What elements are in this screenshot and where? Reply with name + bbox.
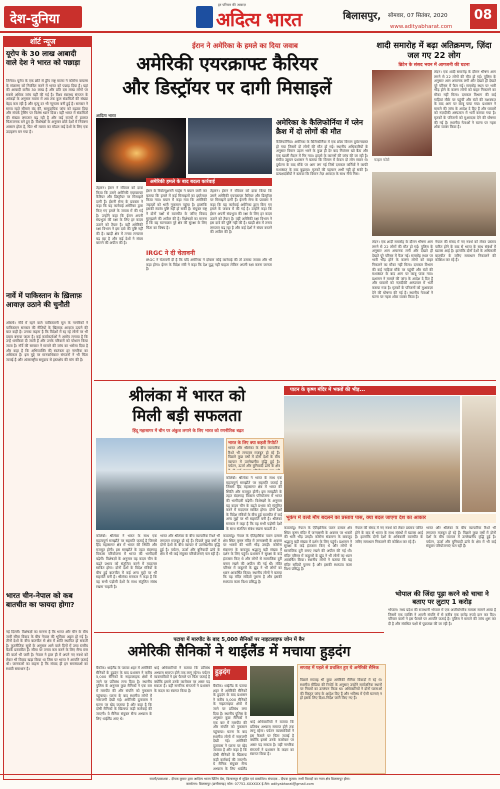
- iran-byline: आदित्य भारत: [96, 113, 116, 118]
- masthead-city: बिलासपुर,: [343, 11, 381, 22]
- lanka-headline-2: मिली बड़ी सफलता: [132, 406, 242, 425]
- wedding-body-left: लंदन। एक शादी समारोह के दौरान भीषण आग लगने से 22 लोगों की मौत हो गई। पुलिस के अनुसार आग अचानक लगी और देखते ही देखते पूरे परिसर में फैल गई। समारोह स्थल पर भारी भीड़ होने के कारण लोगों को बाहर निकलने का मौका नहीं मिला। दमकल विभाग की कई गाड़ियां मौके पर पहुंचीं और घंटों की मशक्कत के बाद आग पर काबू पाया गया। प्रशासन ने मामले की जांच के आदेश दे दिए हैं और घायलों को नज़दीकी अस्पताल में भर्ती कराया गया है। मृतकों के परिजनों को मुआवज़ा देने की घोषणा की गई है। स्थानीय नेताओं ने घटना पर गहरा शोक व्यक्त किया है।: [372, 240, 433, 300]
- thai-label: हुड़दंग: [215, 668, 231, 676]
- logo-tagline: हर परिवार की आवाज़: [218, 3, 246, 7]
- lanka-body-3: काठमांडू। नेपाल के ऐतिहासिक पाटन दरबार क्षेत्र स्थित कृष्ण मंदिर में जन्माष्टमी के अवसर पर भक्तों की भारी भीड़ उमड़ी। कोरोना संक्रमण के बावजूद श्रद्धालु बड़ी संख्या में दर्शन के लिए पहुंचे। प्रशासन ने सुरक्षा के कड़े इंतजाम किए थे और लोगों से सामाजिक दूरी बनाए रखने की अपील की गई थी। मंदिर परिसर में कबूतरों के झुंड ने भी लोगों का ध्यान आकर्षित किया। स्थानीय लोगों ने बताया कि यह मंदिर सदियों पुराना है और इसकी स्थापत्य कला विश्व प्रसिद्ध है।: [223, 534, 282, 584]
- temple-photo: [284, 396, 460, 512]
- nepal-body-3: भारत और श्रीलंका के बीच व्यापारिक रिश्ते भी लगातार मजबूत हो रहे हैं। पिछले कुछ वर्षों में दोनों देशों के बीच व्यापार में उल्लेखनीय वृद्धि हुई है। पर्यटन, ऊर्जा और बुनियादी ढांचे के क्षेत्र में भी कई संयुक्त परियोजनाएं चल रही हैं।: [426, 526, 496, 549]
- wedding-body-continued: नेपाल की संसद में नए नक्शे को लेकर प्रस्ताव पारित होने के बाद से भारत के साथ संबंधों में खटास आई है। हालांकि दोनों देशों के अधिकारी बातचीत के जरिए समाधान निकालने की कोशिश कर रहे हैं।: [435, 240, 496, 263]
- bhopal-body: भोपाल। मध्य प्रदेश की राजधानी भोपाल में एक अजीबोगरीब मामला सामने आया है जिसमें एक व्यक्ति ने अपनी संपत्ति में से करीब एक करोड़ रुपये दान कर दिए। परिवार वालों ने इस फैसले पर आपत्ति जताई है। पुलिस ने मामले की जांच शुरू कर दी है और संबंधित पक्षों से पूछताछ की जा रही है।: [388, 608, 496, 626]
- temple-banner-text: पाटन के कृष्ण मंदिर में भक्तों की भीड़...: [290, 387, 366, 393]
- wedding-headline: शादी समारोह में बढ़ा अतिक्रमण, ज़िंदा जल गए 22 लोग: [376, 40, 492, 60]
- left-story-3-body: नई दिल्ली। विशेषज्ञों का मानना है कि भारत और चीन के बीच जारी सीमा विवाद के बीच नेपाल की भूमिका अहम हो गई है। तीनों देशों के बीच बातचीत से क्षेत्र में शांति स्थापित हो सकती है। कूटनीतिक सूत्रों के अनुसार आने वाले दिनों में उच्च स्तरीय बैठकें प्रस्तावित हैं। सीमा पर तनाव कम करने के लिए सैन्य स्तर की वार्ता भी जारी है। नेपाल ने हाल ही में अपने नए नक्शे को लेकर भी विवाद खड़ा किया था जिस पर भारत ने आपत्ति जताई थी। जानकारों का कहना है कि संवाद ही इन समस्याओं का स्थायी समाधान है।: [6, 630, 88, 671]
- port-photo: [96, 438, 224, 530]
- irgc-subhead: IRGC ने दी चेतावनी: [146, 250, 196, 257]
- left-story-2-title: नार्वे में पाकिस्तान के ख़िलाफ़ आवाज़ उठाने की चुनौती: [6, 291, 82, 309]
- thai-body-4: थाई अधिकारियों ने बताया कि प्रतिबंध अभ्यास समाप्त होने तक लागू रहेगा। पर्यटन व्यवसायियों ने इस फैसले पर चिंता जताई है क्योंकि इससे उनके कारोबार पर असर पड़ सकता है। वहीं नागरिक संगठनों ने प्रशासन के कदम का स्वागत किया है।: [250, 720, 294, 757]
- thai-body-1: बैंकॉक। थाईलैंड के पटाया शहर में अमेरिकी सैनिकों के हुड़दंग के बाद प्रशासन ने करीब 5,000 सैनिकों के नाइटलाइफ क्षेत्रों में जाने पर प्रतिबंध लगा दिया है। स्थानीय पुलिस के अनुसार कुछ सैनिकों ने एक बार में मारपीट की और संपत्ति को नुकसान पहुंचाया। घटना के बाद स्थानीय लोगों में नाराजगी देखी गई। अमेरिकी दूतावास ने घटना पर खेद जताया है और कहा है कि दोषी सैनिकों के खिलाफ कड़ी कार्रवाई की जाएगी। ये सैनिक संयुक्त सैन्य अभ्यास के लिए थाईलैंड आए थे।: [96, 666, 152, 721]
- mid-rule: [94, 380, 496, 381]
- page-number: 08: [474, 8, 493, 23]
- logo: अदित्य भारत: [216, 9, 302, 31]
- left-story-2-body: ओस्लो। नॉर्वे में रहने वाले पाकिस्तानी मूल के नागरिकों ने पाकिस्तान सरकार की नीतियों के खिलाफ़ आवाज़ उठाने की बात कही है। उनका कहना है कि विदेशों में रह रहे लोगों पर भी दबाव बनाया जाता है। कई कार्यकर्ताओं ने आरोप लगाया है कि उन्हें धमकियां दी जाती हैं और उनके परिवारों को परेशान किया जाता है। नॉर्वे की सरकार ने मामले की जांच का भरोसा दिया है और कहा है कि अभिव्यक्ति की स्वतंत्रता हर नागरिक का अधिकार है। इस मुद्दे पर मानवाधिकार संगठनों ने भी चिंता जताई है और अंतरराष्ट्रीय समुदाय से हस्तक्षेप की मांग की है।: [6, 321, 88, 362]
- iran-col-2-right: तेहरान। ईरान ने रविवार को दावा किया कि उसने अमेरिकी एयरक्राफ्ट कैरियर और डिस्ट्रॉयर पर मिसाइलें दागी हैं। ईरानी सेना के प्रवक्ता ने कहा कि यह कार्रवाई अमेरिका द्वारा किए गए हमले के जवाब में की गई है। उन्होंने कहा कि ईरान अपनी संप्रभुता की रक्षा के लिए हर कदम उठाने को तैयार है। वहीं अमेरिकी रक्षा विभाग ने इस दावे की पुष्टि नहीं की है। खाड़ी क्षेत्र में तनाव लगातार बढ़ रहा है और कई देशों ने संयम बरतने की अपील की है।: [210, 189, 272, 235]
- short-news-title: शॉर्ट न्यूज: [30, 37, 56, 46]
- footer-contact: कार्यालय: बिलासपुर (छत्तीसगढ़) फोन: 07752-XXXXXX ई-मेल: adityabharat@gmail.com: [186, 782, 314, 786]
- iran-col-2b: IRGC ने चेतावनी दी है कि यदि अमेरिका ने दोबारा कोई कार्रवाई की तो उसका जवाब और भी कड़ा होगा। ईरान के विदेश मंत्री ने कहा कि देश युद्ध नहीं चाहता लेकिन अपनी रक्षा करना जानता है।: [146, 258, 272, 272]
- logo-badge: [196, 6, 213, 28]
- iran-kicker: ईरान ने अमेरिका के हमले का दिया जवाब: [192, 42, 298, 50]
- iran-col-1: तेहरान। ईरान ने रविवार को दावा किया कि उसने अमेरिकी एयरक्राफ्ट कैरियर और डिस्ट्रॉयर पर मिसाइलें दागी हैं। ईरानी सेना के प्रवक्ता ने कहा कि यह कार्रवाई अमेरिका द्वारा किए गए हमले के जवाब में की गई है। उन्होंने कहा कि ईरान अपनी संप्रभुता की रक्षा के लिए हर कदम उठाने को तैयार है। वहीं अमेरिकी रक्षा विभाग ने इस दावे की पुष्टि नहीं की है। खाड़ी क्षेत्र में तनाव लगातार बढ़ रहा है और कई देशों ने संयम बरतने की अपील की है।: [96, 186, 143, 246]
- section-title: देश-दुनिया: [10, 12, 60, 27]
- thai-box-title: सप्ताह में पहले से प्रचलित हुए थे अमेरिकी सैनिक: [300, 666, 379, 671]
- lanka-headline-1: श्रीलंका में भारत को: [128, 386, 246, 405]
- wedding-sub: ब्रिटेन के संसद भवन में आगजनी की घटना: [398, 63, 470, 68]
- thai-headline: अमेरिकी सैनिकों ने थाईलैंड में मचाया हुड़दंग: [127, 644, 351, 660]
- wedding-body-right: लंदन। एक शादी समारोह के दौरान भीषण आग लगने से 22 लोगों की मौत हो गई। पुलिस के अनुसार आग अचानक लगी और देखते ही देखते पूरे परिसर में फैल गई। समारोह स्थल पर भारी भीड़ होने के कारण लोगों को बाहर निकलने का मौका नहीं मिला। दमकल विभाग की कई गाड़ियां मौके पर पहुंचीं और घंटों की मशक्कत के बाद आग पर काबू पाया गया। प्रशासन ने मामले की जांच के आदेश दे दिए हैं और घायलों को नज़दीकी अस्पताल में भर्ती कराया गया है। मृतकों के परिजनों को मुआवज़ा देने की घोषणा की गई है। स्थानीय नेताओं ने घटना पर गहरा शोक व्यक्त किया है।: [434, 70, 496, 130]
- thai-rule: [94, 632, 384, 633]
- website-link[interactable]: www.adityabharat.com: [390, 24, 453, 30]
- wedding-crowd-photo: [372, 172, 496, 236]
- footer-rule: [0, 774, 500, 775]
- masthead-date: सोमवार, 07 सितंबर, 2020: [388, 13, 448, 19]
- carrier-photo: [188, 118, 272, 174]
- wedding-photo-caption: फाइल फोटो: [374, 158, 390, 162]
- iran-col-2: ईरान के रिवोल्यूशनरी गार्ड्स ने बयान जारी कर बताया कि हमले में कई मिसाइलों का इस्तेमाल किया गया। बयान में कहा गया कि अमेरिकी जहाज़ों को भारी नुकसान पहुंचा है। हालांकि इसकी स्वतंत्र पुष्टि नहीं हो सकी है। संयुक्त राष्ट्र ने दोनों पक्षों से बातचीत के जरिए विवाद सुलझाने की अपील की है। विशेषज्ञों का मानना है कि यह घटनाक्रम पूरे क्षेत्र की सुरक्षा के लिए चिंता का विषय है।: [146, 189, 207, 230]
- footer-imprint: स्वामी/प्रकाशक - दीपक कुमार द्वारा आदित्य भारत प्रिंटिंग प्रेस, बिलासपुर से मुद्रित एवं प्रकाशित। संपादक - दीपक कुमार। सभी विवादों का न्याय क्षेत्र बिलासपुर होगा।: [149, 777, 351, 781]
- bhopal-headline: भोपाल की जिंदा पूड़ा करने को चाचा ने बताए पर लुटाए 1 करोड़: [395, 590, 489, 606]
- wedding-photo: [372, 70, 432, 156]
- left-story-3-title: भारत चीन-नेपाल को कब बातचीत का फायदा होगा?: [6, 591, 75, 609]
- lanka-body-2: भारत और श्रीलंका के बीच व्यापारिक रिश्ते भी लगातार मजबूत हो रहे हैं। पिछले कुछ वर्षों में दोनों देशों के बीच व्यापार में उल्लेखनीय वृद्धि हुई है। पर्यटन, ऊर्जा और बुनियादी ढांचे के क्षेत्र में भी कई संयुक्त परियोजनाएं चल रही हैं।: [160, 534, 220, 557]
- thai-box-body: पिछले सप्ताह भी कुछ अमेरिकी सैनिक विवादों में रहे थे। स्थानीय मीडिया की रिपोर्ट के अनुसार उन्होंने सार्वजनिक स्थानों पर नियमों का उल्लंघन किया था। अधिकारियों ने दोनों घटनाओं की विस्तृत जांच के आदेश दिए हैं और भविष्य में ऐसी घटनाएं न हों इसके लिए दिशा-निर्देश जारी किए गए हैं।: [300, 678, 382, 701]
- left-story-1-title: यूरोप के 30 लाख आबादी वाले देश ने भारत को पछाड़ा: [6, 49, 80, 67]
- temple-caption: भूकंप में वर्ल्ड मौप बदलने का प्रस्ताव पास, क्या बदल जाएगा देश का आकार: [286, 515, 426, 521]
- lanka-inset-body: भारत और श्रीलंका के बीच व्यापारिक रिश्ते भी लगातार मजबूत हो रहे हैं। पिछले कुछ वर्षों में दोनों देशों के बीच व्यापार में उल्लेखनीय वृद्धि हुई है। पर्यटन, ऊर्जा और बुनियादी ढांचे के क्षेत्र: [228, 446, 280, 469]
- masthead-rule: [0, 31, 500, 33]
- lanka-body-1: कोलंबो। श्रीलंका ने भारत के साथ एक महत्वपूर्ण समझौते पर सहमति जताई है जिससे हिंद महासागर क्षेत्र में भारत की स्थिति और मजबूत होगी। इस समझौते के तहत बंदरगाह विकास परियोजना में भारत की भागीदारी बढ़ेगी। विशेषज्ञों के अनुसार यह कदम चीन के बढ़ते प्रभाव को संतुलित करने में मददगार साबित होगा। दोनों देशों के विदेश मंत्रियों के बीच हुई बातचीत में कई अन्य मुद्दों पर भी सहमति बनी है। श्रीलंका सरकार ने कहा है कि वह सभी पड़ोसी देशों के साथ संतुलित संबंध रखना चाहती है।: [96, 534, 157, 589]
- california-body: कैलिफोर्निया। अमेरिका के कैलिफोर्निया में एक छोटा विमान दुर्घटनाग्रस्त हो गया जिसमें दो लोगों की मौत हो गई। स्थानीय अधिकारियों के अनुसार विमान उड़ान भरने के कुछ ही देर बाद नियंत्रण खो बैठा और एक खाली मैदान में गिर गया। हादसे के कारणों की जांच की जा रही है। संघीय उड्डयन प्रशासन ने बताया कि विमान में केवल दो लोग सवार थे। दुर्घटना के बाद मौके पर आग लग गई जिसे दमकल कर्मियों ने काफी मशक्कत के बाद बुझाया। मृतकों की पहचान अभी नहीं हो सकी है। प्रत्यक्षदर्शियों ने बताया कि विमान तेज़ आवाज़ के साथ नीचे गिरा।: [276, 140, 368, 177]
- temple-side-photo: [462, 396, 496, 512]
- thai-body-3: बैंकॉक। थाईलैंड के पटाया शहर में अमेरिकी सैनिकों के हुड़दंग के बाद प्रशासन ने करीब 5,000 सैनिकों के नाइटलाइफ क्षेत्रों में जाने पर प्रतिबंध लगा दिया है। स्थानीय पुलिस के अनुसार कुछ सैनिकों ने एक बार में मारपीट की और संपत्ति को नुकसान पहुंचाया। घटना के बाद स्थानीय लोगों में नाराजगी देखी गई। अमेरिकी दूतावास ने घटना पर खेद जताया है और कहा है कि दोषी सैनिकों के खिलाफ कड़ी कार्रवाई की जाएगी। ये सैनिक संयुक्त सैन्य अभ्यास के लिए थाईलैंड: [213, 684, 247, 770]
- nepal-body-2: नेपाल की संसद में नए नक्शे को लेकर प्रस्ताव पारित होने के बाद से भारत के साथ संबंधों में खटास आई है। हालांकि दोनों देशों के अधिकारी बातचीत के जरिए समाधान निकालने की कोशिश कर रहे हैं।: [355, 526, 423, 544]
- missile-photo: [96, 118, 186, 182]
- nepal-body-1: काठमांडू। नेपाल के ऐतिहासिक पाटन दरबार क्षेत्र स्थित कृष्ण मंदिर में जन्माष्टमी के अवसर पर भक्तों की भारी भीड़ उमड़ी। कोरोना संक्रमण के बावजूद श्रद्धालु बड़ी संख्या में दर्शन के लिए पहुंचे। प्रशासन ने सुरक्षा के कड़े इंतजाम किए थे और लोगों से सामाजिक दूरी बनाए रखने की अपील की गई थी। मंदिर परिसर में कबूतरों के झुंड ने भी लोगों का ध्यान आकर्षित किया। स्थानीय लोगों ने बताया कि यह मंदिर सदियों पुराना है और इसकी स्थापत्य कला विश्व प्रसिद्ध है।: [284, 526, 352, 572]
- lanka-inset-title: भारत के लिए क्या कहती रिपोर्ट?: [228, 440, 279, 445]
- iran-headline-2: और डिस्ट्रॉयर पर दागी मिसाइलें: [122, 78, 332, 99]
- thai-kicker: पटाया में मारपीट के बाद 5,000 सैनिकों पर नाइटलाइफ जोन में बैन: [173, 637, 305, 643]
- iran-headline-1: अमेरिकी एयरक्राफ्ट कैरियर: [136, 54, 318, 75]
- lanka-body-right: कोलंबो। श्रीलंका ने भारत के साथ एक महत्वपूर्ण समझौते पर सहमति जताई है जिससे हिंद महासागर क्षेत्र में भारत की स्थिति और मजबूत होगी। इस समझौते के तहत बंदरगाह विकास परियोजना में भारत की भागीदारी बढ़ेगी। विशेषज्ञों के अनुसार यह कदम चीन के बढ़ते प्रभाव को संतुलित करने में मददगार साबित होगा। दोनों देशों के विदेश मंत्रियों के बीच हुई बातचीत में कई अन्य मुद्दों पर भी सहमति बनी है। श्रीलंका सरकार ने कहा है कि वह सभी पड़ोसी देशों के साथ संतुलित संबंध रखना चाहती है।: [226, 476, 282, 530]
- thai-body-2: थाई अधिकारियों ने बताया कि प्रतिबंध अभ्यास समाप्त होने तक लागू रहेगा। पर्यटन व्यवसायियों ने इस फैसले पर चिंता जताई है क्योंकि इससे उनके कारोबार पर असर पड़ सकता है। वहीं नागरिक संगठनों ने प्रशासन के कदम का स्वागत किया है।: [154, 666, 210, 693]
- left-story-1-body: जिनेवा। यूरोप के एक छोटे से द्वीप राष्ट्र माल्टा ने कोरोना वायरस के संक्रमण को नियंत्रित करने में भारत को पछाड़ दिया है। यहां की आबादी करीब 30 लाख है और प्रति दस लाख लोगों पर सबसे अधिक जांच यहीं की गई है। विश्व स्वास्थ्य संगठन के आंकड़ों के अनुसार माल्टा में अब तक कुल संक्रमितों की संख्या बेहद कम रही है और मृत्यु दर भी न्यूनतम बनी हुई है। सरकार ने समय रहते सीमाएं बंद कीं, सामुदायिक जांच को बढ़ावा दिया और संपर्क ट्रेसिंग पर विशेष ध्यान दिया। वहीं भारत में संक्रमितों की संख्या लगातार बढ़ रही है और कई राज्यों में हालात चिंताजनक बने हुए हैं। विशेषज्ञों के अनुसार छोटे देशों में नियंत्रण आसान होता है, फिर भी माल्टा का मॉडल कई देशों के लिए एक उदाहरण बन गया है।: [6, 79, 88, 134]
- thai-photo: [250, 666, 294, 716]
- iran-sub-title: अमेरिकी हमले के बाद बदला कार्रवाई: [150, 180, 215, 185]
- lanka-sub: हिंदू महासागर में चीन पर अंकुश लगाने के लिए भारत को रणनीतिक बढ़त: [132, 428, 244, 433]
- california-headline: अमेरिका के कैलिफोर्निया में प्लेन क्रैश में दो लोगों की मौत: [276, 118, 363, 136]
